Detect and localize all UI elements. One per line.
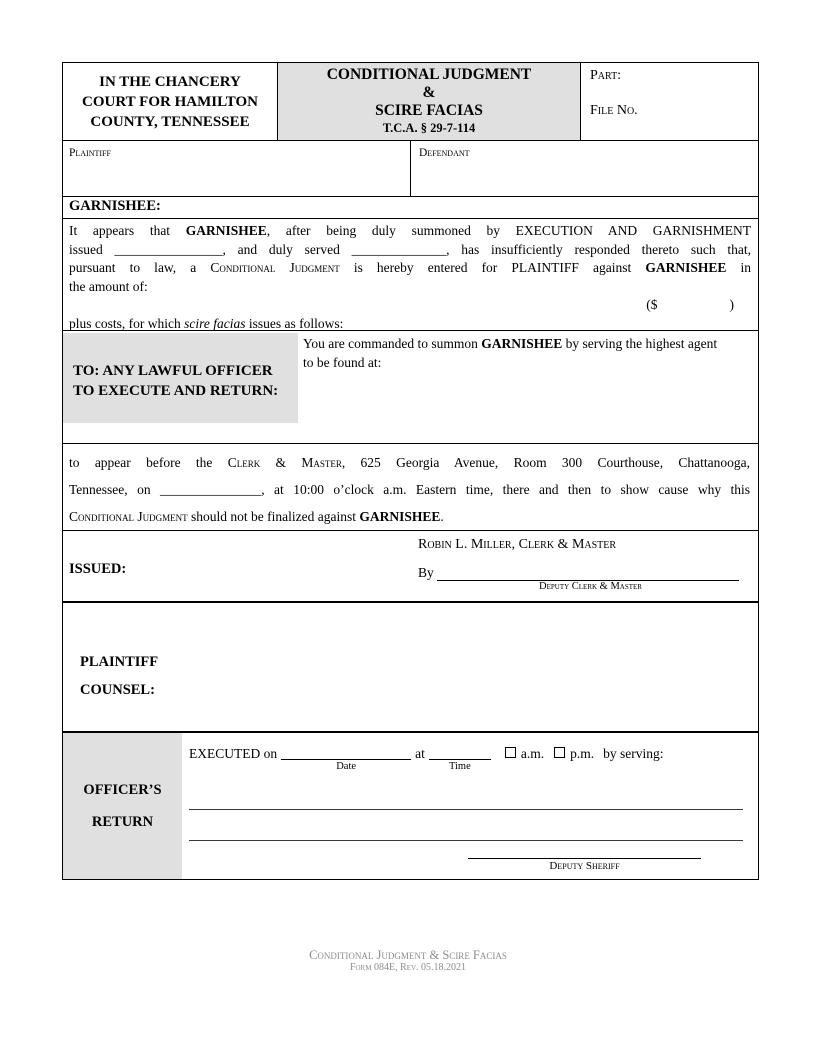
plaintiff-field[interactable] bbox=[63, 141, 411, 196]
deputy-clerk-caption: Deputy Clerk & Master bbox=[539, 581, 642, 592]
court-name-line1: IN THE CHANCERY bbox=[99, 73, 241, 90]
plus-costs-line bbox=[69, 315, 751, 331]
am-label: a.m. bbox=[520, 746, 545, 761]
clerk-master-smallcaps: Clerk & Master bbox=[227, 455, 342, 470]
officers-return-content bbox=[182, 733, 758, 879]
to-officer-box bbox=[63, 333, 298, 423]
serving-writing-line-1[interactable] bbox=[189, 779, 743, 810]
deputy-clerk-signature-line[interactable] bbox=[437, 567, 739, 581]
officers-return-box bbox=[63, 733, 182, 879]
conditional-judgment-smallcaps: Conditional Judgment bbox=[69, 509, 188, 524]
form-title-line2: SCIRE FACIAS bbox=[375, 102, 483, 119]
plaintiff-counsel-row[interactable] bbox=[63, 603, 758, 733]
garnishee-bold: GARNISHEE bbox=[481, 336, 563, 351]
date-caption: Date bbox=[336, 761, 357, 772]
text-run: issues as follows: bbox=[245, 315, 344, 331]
file-no-label: File No. bbox=[590, 103, 638, 118]
text-run: in bbox=[726, 260, 751, 276]
deputy-sheriff-caption: Deputy Sheriff bbox=[549, 860, 620, 872]
pm-label: p.m. bbox=[570, 746, 595, 761]
issued-row bbox=[63, 531, 758, 603]
garnishee-paragraph-line2 bbox=[69, 241, 751, 260]
amount-line bbox=[69, 296, 751, 315]
amount-open-paren: ($ bbox=[646, 297, 658, 313]
clerk-signature-block bbox=[418, 537, 743, 592]
scire-facias-italic: scire facias bbox=[184, 315, 246, 331]
deputy-sheriff-signature[interactable] bbox=[468, 858, 701, 872]
plaintiff-label: Plaintiff bbox=[69, 147, 111, 159]
form-title-ampersand: & bbox=[422, 84, 436, 101]
by-serving-label: by serving: bbox=[603, 746, 664, 761]
garnishee-heading: GARNISHEE: bbox=[69, 198, 161, 214]
parties-row bbox=[63, 141, 758, 197]
appear-paragraph-row bbox=[63, 444, 758, 531]
appear-line2 bbox=[69, 476, 750, 503]
text-run: should not be finalized against bbox=[187, 509, 360, 524]
form-title-line1: CONDITIONAL JUDGMENT bbox=[326, 66, 532, 83]
garnishee-bold: GARNISHEE bbox=[645, 260, 727, 276]
footer-title: Conditional Judgment & Scire Facias bbox=[309, 948, 507, 962]
defendant-label: Defendant bbox=[419, 147, 470, 159]
text-run: It appears that bbox=[69, 223, 186, 238]
at-label: at bbox=[415, 746, 425, 761]
to-officer-line2: TO EXECUTE AND RETURN: bbox=[73, 382, 279, 399]
executed-time-field[interactable] bbox=[429, 745, 491, 773]
form-sheet bbox=[62, 62, 759, 880]
garnishee-bold: GARNISHEE bbox=[185, 223, 267, 238]
text-run: , at 10:00 o’clock a.m. Eastern time, there and then to show cause why this bbox=[261, 482, 750, 497]
text-run: to appear before the bbox=[69, 455, 228, 470]
hearing-date-blank[interactable]: _______________ bbox=[160, 482, 262, 497]
officers-return-label-line2: RETURN bbox=[91, 813, 154, 830]
time-caption: Time bbox=[448, 761, 471, 772]
court-name-cell bbox=[63, 63, 278, 140]
statute-citation: T.C.A. § 29-7-114 bbox=[382, 121, 476, 135]
form-footer bbox=[0, 948, 816, 974]
text-run: Tennessee, on bbox=[69, 482, 160, 497]
pm-checkbox[interactable] bbox=[554, 747, 565, 758]
conditional-judgment-smallcaps: Conditional Judgment bbox=[210, 260, 340, 276]
agent-address-area[interactable] bbox=[303, 372, 758, 412]
text-run: plus costs, for which bbox=[69, 315, 185, 331]
text-run: , has insufficiently responded thereto such that, bbox=[446, 241, 752, 257]
court-name-line2: COURT FOR HAMILTON bbox=[82, 93, 258, 110]
court-name-line3: COUNTY, TENNESSEE bbox=[90, 113, 250, 130]
form-header bbox=[63, 63, 758, 141]
text-run: by serving the highest agent to be found at: bbox=[303, 336, 718, 370]
text-run: , after being duly summoned by EXECUTION AND GARNISHMENT bbox=[266, 223, 751, 238]
text-run: , 625 Georgia Avenue, Room 300 Courthouse, Chattanooga, bbox=[341, 455, 750, 470]
garnishee-paragraph-line3 bbox=[69, 259, 751, 278]
by-signature-row bbox=[418, 565, 743, 581]
officers-return-row bbox=[63, 733, 758, 879]
garnishee-bold: GARNISHEE bbox=[359, 509, 441, 524]
form-title-cell bbox=[278, 63, 581, 140]
amount-close-paren: ) bbox=[729, 297, 734, 313]
appear-line3 bbox=[69, 503, 750, 530]
to-officer-row bbox=[63, 331, 758, 444]
part-label: Part: bbox=[590, 68, 622, 83]
to-officer-line1: TO: ANY LAWFUL OFFICER bbox=[73, 363, 273, 379]
executed-line bbox=[189, 745, 744, 773]
clerk-name: Robin L. Miller, Clerk & Master bbox=[418, 537, 617, 552]
by-label: By bbox=[418, 565, 434, 580]
executed-date-blank[interactable] bbox=[281, 745, 411, 760]
text-run: issued bbox=[69, 241, 115, 257]
appear-line1 bbox=[69, 449, 750, 476]
am-checkbox[interactable] bbox=[505, 747, 516, 758]
executed-label: EXECUTED on bbox=[189, 746, 278, 761]
executed-time-blank[interactable] bbox=[429, 745, 491, 760]
garnishee-paragraph-row bbox=[63, 219, 758, 331]
summon-command-text bbox=[303, 331, 723, 372]
defendant-field[interactable] bbox=[411, 141, 758, 196]
garnishee-paragraph-line1 bbox=[69, 222, 751, 241]
garnishee-paragraph-line4: the amount of: bbox=[69, 278, 148, 294]
issued-date-blank[interactable]: ________________ bbox=[114, 241, 223, 257]
text-run: , and duly served bbox=[222, 241, 352, 257]
text-run: pursuant to law, a bbox=[69, 260, 211, 276]
footer-form-number: Form 084E, Rev. 05.18.2021 bbox=[349, 962, 467, 973]
text-run: . bbox=[440, 509, 444, 524]
plaintiff-counsel-label-line2: COUNSEL: bbox=[80, 682, 155, 698]
issued-label: ISSUED: bbox=[69, 561, 127, 577]
plaintiff-counsel-label-line1: PLAINTIFF bbox=[80, 654, 159, 670]
part-fileno-cell bbox=[581, 63, 758, 140]
serving-writing-line-2[interactable] bbox=[189, 810, 743, 841]
text-run: is hereby entered for PLAINTIFF against bbox=[339, 260, 646, 276]
served-date-blank[interactable]: ______________ bbox=[351, 241, 447, 257]
garnishee-heading-row bbox=[63, 197, 758, 219]
officers-return-label-line1: OFFICER’S bbox=[83, 781, 162, 798]
text-run: You are commanded to summon bbox=[303, 336, 482, 351]
executed-date-field[interactable] bbox=[281, 745, 411, 773]
